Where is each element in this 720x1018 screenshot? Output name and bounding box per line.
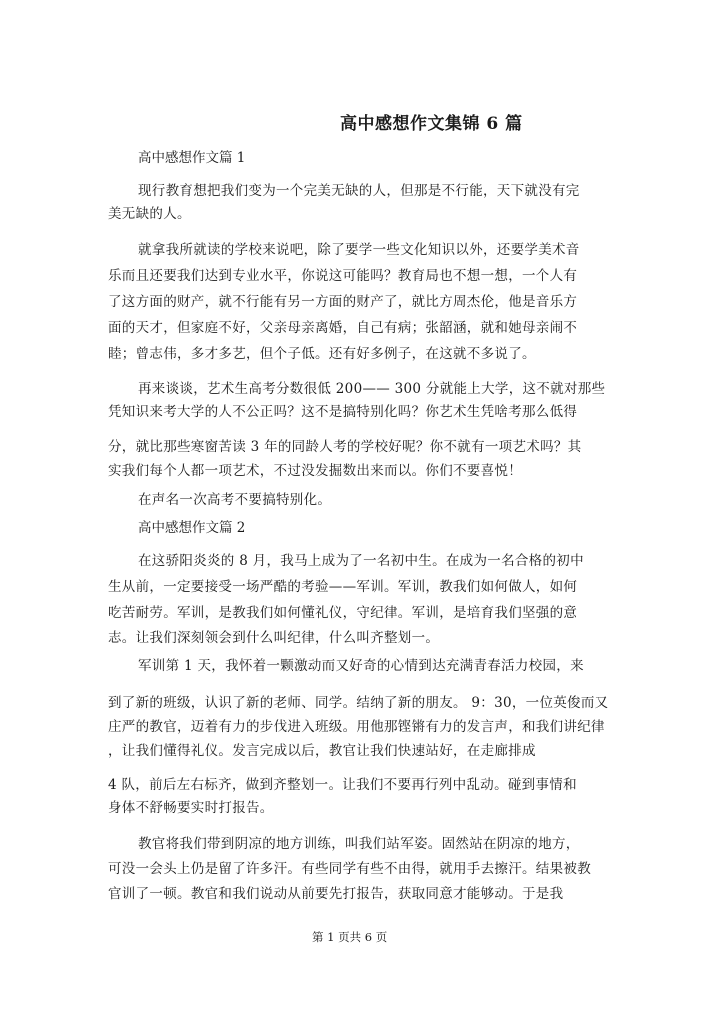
section-heading: 高中感想作文篇 1 (138, 150, 246, 166)
section-heading: 高中感想作文篇 2 (138, 520, 246, 536)
body-line: 官训了一顿。教官和我们说动从前要先打报告，获取同意才能够动。于是我 (108, 886, 564, 902)
body-line: 实我们每个人都一项艺术，不过没发掘数出来而以。你们不要喜悦！ (108, 463, 522, 479)
body-line: 教官将我们带到阴凉的地方训练，叫我们站军姿。固然站在阴凉的地方， (138, 836, 580, 852)
body-line: 美无缺的人。 (108, 206, 191, 222)
body-line: 到了新的班级，认识了新的老师、同学。结纳了新的朋友。 9：30，一位英俊而又 (108, 695, 609, 711)
body-line: 面的天才，但家庭不好，父亲母亲离婚，自己有病；张韶涵，就和她母亲闹不 (108, 320, 578, 336)
body-line: 凭知识来考大学的人不公正吗？这不是搞特别化吗？你艺术生凭啥考那么低得 (108, 404, 578, 420)
body-line: 就拿我所就读的学校来说吧，除了要学一些文化知识以外，还要学美术音 (138, 242, 580, 258)
body-line: 4 队，前后左右标齐，做到齐整划一。让我们不要再行列中乱动。碰到事情和 (108, 777, 577, 793)
body-line: 再来谈谈，艺术生高考分数很低 200—— 300 分就能上大学，这不就对那些 (138, 381, 606, 397)
body-line: 生从前，一定要接受一场严酷的考验——军训。军训，教我们如何做人，如何 (108, 579, 578, 595)
body-line: 乐而且还要我们达到专业水平，你说这可能吗？教育局也不想一想，一个人有 (108, 268, 578, 284)
body-line: 了这方面的财产，就不行能有另一方面的财产了，就比方周杰伦，他是音乐方 (108, 294, 578, 310)
body-line: 睦；曾志伟，多才多艺，但个子低。还有好多例子，在这就不多说了。 (108, 346, 536, 362)
body-line: 志。让我们深刻领会到什么叫纪律，什么叫齐整划一。 (108, 630, 440, 646)
page-footer: 第 1 页共 6 页 (312, 930, 388, 944)
body-line: 分，就比那些寒窗苦读 3 年的同龄人考的学校好呢？你不就有一项艺术吗？其 (108, 439, 582, 455)
body-line: 现行教育想把我们变为一个完美无缺的人，但那是不行能，天下就没有完 (138, 183, 580, 199)
document-title: 高中感想作文集锦 6 篇 (340, 114, 523, 134)
body-line: 军训第 1 天，我怀着一颗激动而又好奇的心情到达充满青春活力校园，来 (138, 658, 584, 674)
body-line: 吃苦耐劳。军训，是教我们如何懂礼仪，守纪律。军训，是培育我们坚强的意 (108, 605, 578, 621)
body-line: 在这骄阳炎炎的 8 月，我马上成为了一名初中生。在成为一名合格的初中 (138, 553, 584, 569)
body-line: 庄严的教官，迈着有力的步伐进入班级。用他那铿锵有力的发言声，和我们讲纪律 (108, 719, 605, 735)
body-line: 在声名一次高考不要搞特别化。 (138, 492, 332, 508)
body-line: ，让我们懂得礼仪。发言完成以后，教官让我们快速站好，在走廊排成 (108, 743, 536, 759)
body-line: 身体不舒畅要实时打报告。 (108, 800, 274, 816)
body-line: 可没一会头上仍是留了许多汗。有些同学有些不由得，就用手去擦汗。结果被教 (108, 861, 591, 877)
